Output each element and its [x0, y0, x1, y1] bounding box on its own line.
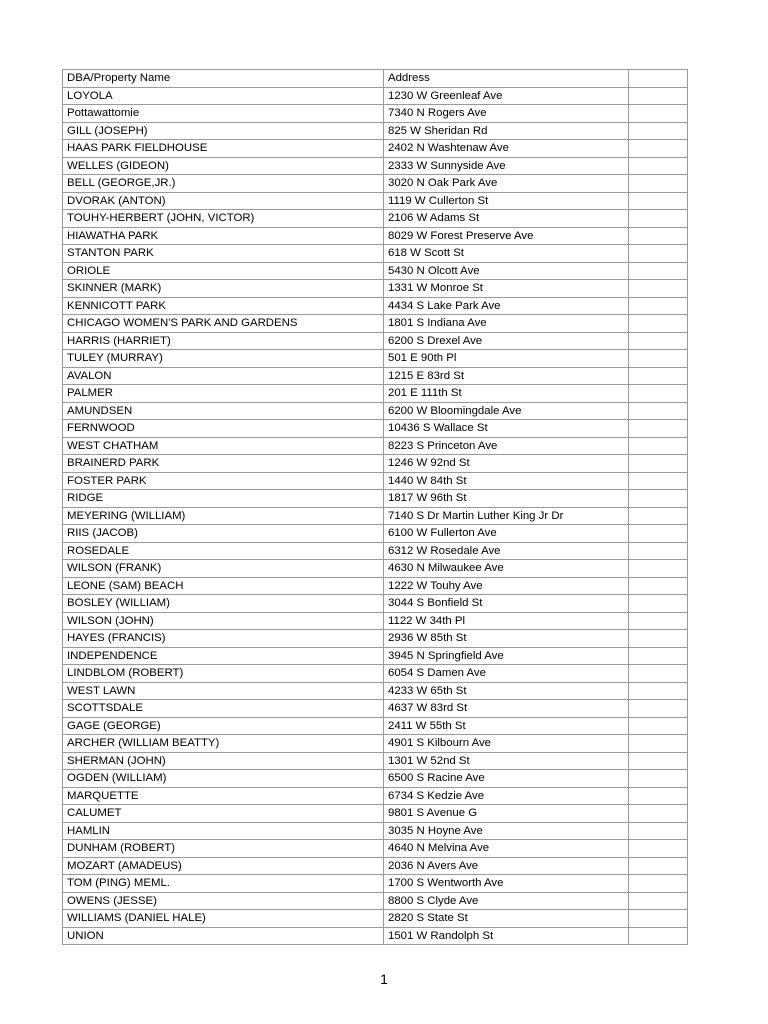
- table-row: [63, 805, 688, 823]
- property-name-cell: WILSON (JOHN): [63, 612, 384, 630]
- property-name-cell: GILL (JOSEPH): [63, 122, 384, 140]
- empty-cell: [629, 227, 688, 245]
- property-name-cell: WEST LAWN: [63, 682, 384, 700]
- address-cell: 825 W Sheridan Rd: [384, 122, 629, 140]
- table-row: [63, 122, 688, 140]
- table-row: [63, 892, 688, 910]
- empty-cell: [629, 612, 688, 630]
- address-cell: 6200 W Bloomingdale Ave: [384, 402, 629, 420]
- empty-cell: [629, 105, 688, 123]
- table-row: [63, 157, 688, 175]
- address-cell: 2106 W Adams St: [384, 210, 629, 228]
- empty-cell: [629, 700, 688, 718]
- table-row: [63, 840, 688, 858]
- empty-cell: [629, 805, 688, 823]
- table-row: [63, 647, 688, 665]
- address-cell: 6100 W Fullerton Ave: [384, 525, 629, 543]
- empty-cell: [629, 210, 688, 228]
- property-name-cell: LEONE (SAM) BEACH: [63, 577, 384, 595]
- property-name-cell: ARCHER (WILLIAM BEATTY): [63, 735, 384, 753]
- header-row: [63, 70, 688, 88]
- table-row: [63, 437, 688, 455]
- property-name-cell: CHICAGO WOMEN'S PARK AND GARDENS: [63, 315, 384, 333]
- address-cell: 6312 W Rosedale Ave: [384, 542, 629, 560]
- property-table-container: [62, 69, 688, 945]
- table-row: [63, 507, 688, 525]
- header-address: Address: [384, 70, 629, 88]
- empty-cell: [629, 682, 688, 700]
- property-name-cell: MOZART (AMADEUS): [63, 857, 384, 875]
- empty-cell: [629, 857, 688, 875]
- property-name-cell: WILLIAMS (DANIEL HALE): [63, 910, 384, 928]
- empty-cell: [629, 262, 688, 280]
- property-name-cell: WILSON (FRANK): [63, 560, 384, 578]
- property-name-cell: ORIOLE: [63, 262, 384, 280]
- address-cell: 1440 W 84th St: [384, 472, 629, 490]
- address-cell: 1222 W Touhy Ave: [384, 577, 629, 595]
- property-name-cell: PALMER: [63, 385, 384, 403]
- property-name-cell: ROSEDALE: [63, 542, 384, 560]
- address-cell: 7140 S Dr Martin Luther King Jr Dr: [384, 507, 629, 525]
- address-cell: 1801 S Indiana Ave: [384, 315, 629, 333]
- empty-cell: [629, 892, 688, 910]
- empty-cell: [629, 437, 688, 455]
- property-name-cell: OGDEN (WILLIAM): [63, 770, 384, 788]
- property-name-cell: DVORAK (ANTON): [63, 192, 384, 210]
- property-name-cell: WELLES (GIDEON): [63, 157, 384, 175]
- address-cell: 3035 N Hoyne Ave: [384, 822, 629, 840]
- empty-cell: [629, 490, 688, 508]
- address-cell: 3044 S Bonfield St: [384, 595, 629, 613]
- property-name-cell: RIIS (JACOB): [63, 525, 384, 543]
- empty-cell: [629, 157, 688, 175]
- property-name-cell: HIAWATHA PARK: [63, 227, 384, 245]
- empty-cell: [629, 542, 688, 560]
- address-cell: 1501 W Randolph St: [384, 927, 629, 945]
- property-name-cell: Pottawattomie: [63, 105, 384, 123]
- empty-cell: [629, 472, 688, 490]
- property-name-cell: TULEY (MURRAY): [63, 350, 384, 368]
- empty-cell: [629, 122, 688, 140]
- table-row: [63, 752, 688, 770]
- table-row: [63, 87, 688, 105]
- property-name-cell: FOSTER PARK: [63, 472, 384, 490]
- table-row: [63, 175, 688, 193]
- empty-cell: [629, 595, 688, 613]
- property-name-cell: HAMLIN: [63, 822, 384, 840]
- property-name-cell: WEST CHATHAM: [63, 437, 384, 455]
- empty-cell: [629, 245, 688, 263]
- empty-cell: [629, 402, 688, 420]
- table-row: [63, 822, 688, 840]
- table-row: [63, 577, 688, 595]
- property-name-cell: BRAINERD PARK: [63, 455, 384, 473]
- table-row: [63, 350, 688, 368]
- empty-cell: [629, 455, 688, 473]
- address-cell: 1700 S Wentworth Ave: [384, 875, 629, 893]
- table-row: [63, 105, 688, 123]
- table-row: [63, 315, 688, 333]
- address-cell: 1817 W 96th St: [384, 490, 629, 508]
- address-cell: 4637 W 83rd St: [384, 700, 629, 718]
- empty-cell: [629, 297, 688, 315]
- table-row: [63, 612, 688, 630]
- property-name-cell: TOUHY-HERBERT (JOHN, VICTOR): [63, 210, 384, 228]
- table-row: [63, 472, 688, 490]
- table-row: [63, 595, 688, 613]
- table-row: [63, 857, 688, 875]
- address-cell: 1122 W 34th Pl: [384, 612, 629, 630]
- address-cell: 618 W Scott St: [384, 245, 629, 263]
- property-name-cell: BELL (GEORGE,JR.): [63, 175, 384, 193]
- property-name-cell: GAGE (GEORGE): [63, 717, 384, 735]
- property-name-cell: STANTON PARK: [63, 245, 384, 263]
- address-cell: 6200 S Drexel Ave: [384, 332, 629, 350]
- address-cell: 6500 S Racine Ave: [384, 770, 629, 788]
- empty-cell: [629, 192, 688, 210]
- address-cell: 4630 N Milwaukee Ave: [384, 560, 629, 578]
- table-row: [63, 630, 688, 648]
- empty-cell: [629, 507, 688, 525]
- address-cell: 1119 W Cullerton St: [384, 192, 629, 210]
- address-cell: 8029 W Forest Preserve Ave: [384, 227, 629, 245]
- property-name-cell: TOM (PING) MEML.: [63, 875, 384, 893]
- address-cell: 501 E 90th Pl: [384, 350, 629, 368]
- property-table: [62, 69, 688, 945]
- property-name-cell: HAYES (FRANCIS): [63, 630, 384, 648]
- property-name-cell: SHERMAN (JOHN): [63, 752, 384, 770]
- empty-cell: [629, 840, 688, 858]
- table-row: [63, 787, 688, 805]
- address-cell: 1215 E 83rd St: [384, 367, 629, 385]
- empty-cell: [629, 87, 688, 105]
- table-row: [63, 385, 688, 403]
- empty-cell: [629, 367, 688, 385]
- table-row: [63, 262, 688, 280]
- empty-cell: [629, 332, 688, 350]
- table-row: [63, 927, 688, 945]
- address-cell: 8223 S Princeton Ave: [384, 437, 629, 455]
- table-row: [63, 245, 688, 263]
- address-cell: 10436 S Wallace St: [384, 420, 629, 438]
- header-extra: [629, 70, 688, 88]
- empty-cell: [629, 822, 688, 840]
- empty-cell: [629, 420, 688, 438]
- empty-cell: [629, 910, 688, 928]
- table-row: [63, 210, 688, 228]
- empty-cell: [629, 315, 688, 333]
- table-row: [63, 192, 688, 210]
- empty-cell: [629, 630, 688, 648]
- property-name-cell: AVALON: [63, 367, 384, 385]
- address-cell: 1246 W 92nd St: [384, 455, 629, 473]
- address-cell: 1301 W 52nd St: [384, 752, 629, 770]
- empty-cell: [629, 560, 688, 578]
- table-row: [63, 332, 688, 350]
- empty-cell: [629, 735, 688, 753]
- property-name-cell: OWENS (JESSE): [63, 892, 384, 910]
- empty-cell: [629, 140, 688, 158]
- table-row: [63, 717, 688, 735]
- address-cell: 3020 N Oak Park Ave: [384, 175, 629, 193]
- empty-cell: [629, 175, 688, 193]
- address-cell: 2936 W 85th St: [384, 630, 629, 648]
- property-name-cell: MEYERING (WILLIAM): [63, 507, 384, 525]
- property-table-body: [63, 70, 688, 945]
- empty-cell: [629, 385, 688, 403]
- address-cell: 2036 N Avers Ave: [384, 857, 629, 875]
- property-name-cell: SCOTTSDALE: [63, 700, 384, 718]
- address-cell: 8800 S Clyde Ave: [384, 892, 629, 910]
- property-name-cell: UNION: [63, 927, 384, 945]
- empty-cell: [629, 875, 688, 893]
- empty-cell: [629, 752, 688, 770]
- table-row: [63, 140, 688, 158]
- address-cell: 6734 S Kedzie Ave: [384, 787, 629, 805]
- address-cell: 4233 W 65th St: [384, 682, 629, 700]
- empty-cell: [629, 350, 688, 368]
- table-row: [63, 770, 688, 788]
- table-row: [63, 560, 688, 578]
- table-row: [63, 700, 688, 718]
- address-cell: 5430 N Olcott Ave: [384, 262, 629, 280]
- table-row: [63, 227, 688, 245]
- table-row: [63, 735, 688, 753]
- address-cell: 4640 N Melvina Ave: [384, 840, 629, 858]
- property-name-cell: MARQUETTE: [63, 787, 384, 805]
- address-cell: 1331 W Monroe St: [384, 280, 629, 298]
- property-name-cell: INDEPENDENCE: [63, 647, 384, 665]
- property-name-cell: HARRIS (HARRIET): [63, 332, 384, 350]
- table-row: [63, 420, 688, 438]
- table-row: [63, 280, 688, 298]
- property-name-cell: CALUMET: [63, 805, 384, 823]
- table-row: [63, 542, 688, 560]
- address-cell: 201 E 111th St: [384, 385, 629, 403]
- property-name-cell: LOYOLA: [63, 87, 384, 105]
- property-name-cell: KENNICOTT PARK: [63, 297, 384, 315]
- table-row: [63, 367, 688, 385]
- address-cell: 3945 N Springfield Ave: [384, 647, 629, 665]
- address-cell: 2411 W 55th St: [384, 717, 629, 735]
- address-cell: 4434 S Lake Park Ave: [384, 297, 629, 315]
- empty-cell: [629, 525, 688, 543]
- table-row: [63, 682, 688, 700]
- property-name-cell: AMUNDSEN: [63, 402, 384, 420]
- property-name-cell: BOSLEY (WILLIAM): [63, 595, 384, 613]
- empty-cell: [629, 577, 688, 595]
- property-name-cell: DUNHAM (ROBERT): [63, 840, 384, 858]
- table-row: [63, 490, 688, 508]
- property-name-cell: RIDGE: [63, 490, 384, 508]
- address-cell: 2333 W Sunnyside Ave: [384, 157, 629, 175]
- property-name-cell: SKINNER (MARK): [63, 280, 384, 298]
- table-row: [63, 525, 688, 543]
- empty-cell: [629, 647, 688, 665]
- address-cell: 6054 S Damen Ave: [384, 665, 629, 683]
- empty-cell: [629, 665, 688, 683]
- empty-cell: [629, 927, 688, 945]
- table-row: [63, 455, 688, 473]
- table-row: [63, 297, 688, 315]
- table-row: [63, 665, 688, 683]
- empty-cell: [629, 280, 688, 298]
- empty-cell: [629, 770, 688, 788]
- property-name-cell: FERNWOOD: [63, 420, 384, 438]
- page-number: 1: [380, 971, 388, 987]
- address-cell: 2820 S State St: [384, 910, 629, 928]
- address-cell: 2402 N Washtenaw Ave: [384, 140, 629, 158]
- address-cell: 7340 N Rogers Ave: [384, 105, 629, 123]
- property-name-cell: HAAS PARK FIELDHOUSE: [63, 140, 384, 158]
- address-cell: 4901 S Kilbourn Ave: [384, 735, 629, 753]
- address-cell: 1230 W Greenleaf Ave: [384, 87, 629, 105]
- table-row: [63, 875, 688, 893]
- empty-cell: [629, 787, 688, 805]
- table-row: [63, 910, 688, 928]
- header-name: DBA/Property Name: [63, 70, 384, 88]
- address-cell: 9801 S Avenue G: [384, 805, 629, 823]
- empty-cell: [629, 717, 688, 735]
- table-row: [63, 402, 688, 420]
- property-name-cell: LINDBLOM (ROBERT): [63, 665, 384, 683]
